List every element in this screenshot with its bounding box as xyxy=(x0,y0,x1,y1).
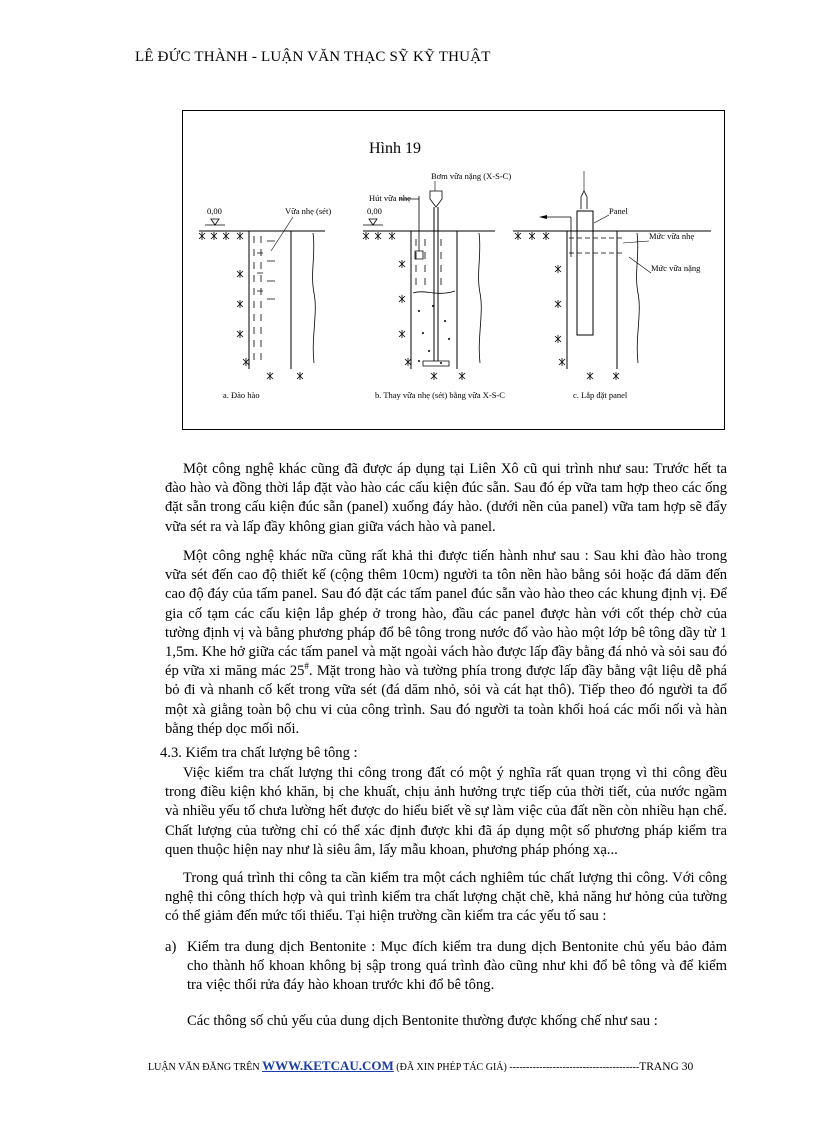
page-number: TRANG 30 xyxy=(639,1061,694,1073)
figure-title: Hình 19 xyxy=(369,140,421,157)
caption-a: a. Đào hào xyxy=(223,390,260,400)
caption-c: c. Lắp đặt panel xyxy=(573,390,628,400)
footer-middle: (ĐÃ XIN PHÉP TÁC GIẢ) --------------------------------------- xyxy=(393,1062,640,1073)
paragraph-1-text: Một công nghệ khác cũng đã được áp dụng tại Liên Xô cũ qui trình như sau: Trước hết ta đào hào và đồng thời lắp đặt vào hào các cấu kiện đúc sẵn. Sau đó ép vữa tam hợp theo các ống đặt sẵn trong cấu kiện đúc sẵn (panel) xuống đáy hào. (dưới nền của panel) vữa tam hợp sẽ đẩy vữa sét ra và lấp đầy không gian giữa vách hào và panel. xyxy=(165,461,727,535)
paragraph-2-part2: . Mặt trong hào và tường phía trong được lấp đầy bằng vật liệu dễ phá bỏ đi và nhanh cố kết trong vữa sét (đá dăm nhỏ, sỏi và cát hạt thô). Tiếp theo đó người ta đổ một xà giằng toàn bộ chu vi của công trình. Sau đó người ta toàn khối hoá các mối nối và hàn bằng thép dọc mối nối. xyxy=(165,663,728,737)
paragraph-2-part1: Một công nghệ khác nữa cũng rất khả thi được tiến hành như sau : Sau khi đào hào trong vữa sét đến cao độ thiết kế (cộng thêm 10cm) người ta tôn nền hào bằng sỏi hoặc đá dăm đến cao độ đáy của tấm panel. Sau đó đặt các tấm panel đúc sẵn vào hào theo các khung định vị. Để gia cố tạm các cấu kiện lắp ghép ở trong hào, đầu các panel được hàn với cốt thép chờ của tường định vị và bằng phương pháp đổ bê tông trong nước đổ vào hào một lớp bê tông dầy từ 1 1,5m. Khe hở giữa các tấm panel và mặt ngoài vách hào được lấp đầy bằng đá nhỏ và sỏi sau đó ép vữa xi măng mác 25 xyxy=(165,548,727,680)
level-b-label: 0,00 xyxy=(367,206,382,216)
section-heading: 4.3. Kiểm tra chất lượng bê tông : xyxy=(160,745,358,761)
grade-superscript: # xyxy=(304,661,309,672)
list-item-a xyxy=(165,938,727,996)
panel-b xyxy=(363,171,511,400)
footer-prefix: LUẬN VĂN ĐĂNG TRÊN xyxy=(148,1062,263,1073)
paragraph-3 xyxy=(165,764,727,860)
trench-diagram xyxy=(183,111,724,429)
page-footer xyxy=(148,1058,693,1074)
page-header: LÊ ĐỨC THÀNH - LUẬN VĂN THẠC SỸ KỸ THUẬT xyxy=(135,49,491,65)
pump-heavy-label: Bơm vữa nặng (X-S-C) xyxy=(431,171,512,181)
paragraph-4-text: Trong quá trình thi công ta cần kiểm tra một cách nghiêm túc chất lượng thi công. Với công nghệ thi công thích hợp và qui trình kiểm tra chất lượng chặt chẽ, khả năng hư hỏng của tường có thể giảm đến mức tối thiểu. Tại hiện trường cần kiểm tra các yếu tố sau : xyxy=(165,870,727,925)
paragraph-2 xyxy=(165,547,727,739)
panel-c xyxy=(513,171,711,400)
caption-b: b. Thay vữa nhẹ (sét) bằng vữa X-S-C xyxy=(375,390,505,400)
list-item-a-text: Kiểm tra dung dịch Bentonite : Mục đích kiểm tra dung dịch Bentonite chủ yếu bảo đảm cho thành hố khoan không bị sập trong quá trình đào cũng như khi đổ bê tông và để kiểm tra việc thổi rửa đáy hào khoan trước khi đổ bê tông. xyxy=(187,939,727,994)
light-level-label: Mức vữa nhẹ xyxy=(649,231,695,241)
figure-19 xyxy=(182,110,725,430)
list-marker-a: a) xyxy=(165,939,177,955)
panel-label: Panel xyxy=(609,206,628,216)
level-a-label: 0,00 xyxy=(207,206,222,216)
heavy-level-label: Mức vữa nặng xyxy=(651,263,701,273)
light-grout-label: Vữa nhẹ (sét) xyxy=(285,206,332,216)
paragraph-4 xyxy=(165,869,727,927)
panel-a xyxy=(199,206,331,400)
paragraph-1 xyxy=(165,460,727,537)
suction-light-label: Hút vữa nhẹ xyxy=(369,193,411,203)
paragraph-5: Các thông số chủ yếu của dung dịch Bentonite thường được khống chế như sau : xyxy=(187,1013,658,1029)
footer-website-link[interactable]: WWW.KETCAU.COM xyxy=(262,1058,394,1073)
paragraph-3-text: Việc kiểm tra chất lượng thi công trong đất có một ý nghĩa rất quan trọng vì thi công đều trong điều kiện khó khăn, bị che khuất, chịu ảnh hưởng trực tiếp của thời tiết, của nước ngầm và nhiều yếu tố chưa lường hết được do hiểu biết về sự làm việc của đất nền còn nhiều hạn chế. Chất lượng của tường chỉ có thể xác định được khi đã áp dụng một số phương pháp kiểm tra quen thuộc hiện nay như là siêu âm, lấy mẫu khoan, phương pháp phóng xạ... xyxy=(165,765,727,858)
